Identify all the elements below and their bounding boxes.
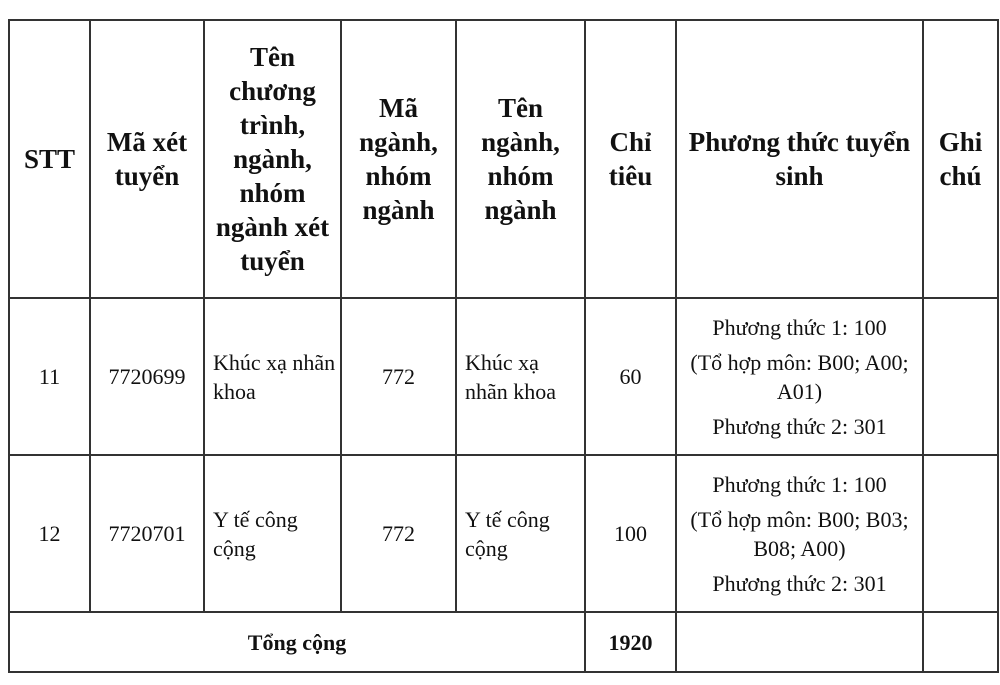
total-value: 1920 (585, 612, 676, 672)
cell-phuong-thuc (676, 455, 923, 612)
table-row (9, 298, 998, 455)
method-line: Phương thức 2: 301 (712, 413, 887, 439)
method-line: (Tổ hợp môn: B00; A00; A01) (690, 349, 909, 404)
header-row (9, 20, 998, 298)
method-line: (Tổ hợp môn: B00; B03; B08; A00) (690, 506, 909, 561)
cell-ten-nganh: Khúc xạ nhãn khoa (456, 298, 585, 455)
total-empty-cell (923, 612, 998, 672)
header-phuong-thuc: Phương thức tuyển sinh (676, 20, 923, 298)
header-stt: STT (9, 20, 90, 298)
cell-ma-nganh: 772 (341, 455, 456, 612)
total-label: Tổng cộng (9, 612, 585, 672)
header-ten-nganh: Tên ngành, nhóm ngành (456, 20, 585, 298)
cell-ma-xet-tuyen: 7720699 (90, 298, 204, 455)
method-line: Phương thức 2: 301 (712, 570, 887, 596)
cell-stt: 11 (9, 298, 90, 455)
header-ma-xet-tuyen: Mã xét tuyển (90, 20, 204, 298)
cell-chi-tieu: 100 (585, 455, 676, 612)
cell-ten-nganh: Y tế công cộng (456, 455, 585, 612)
header-ten-chuong-trinh: Tên chương trình, ngành, nhóm ngành xét tuyển (204, 20, 341, 298)
header-ma-nganh: Mã ngành, nhóm ngành (341, 20, 456, 298)
cell-ma-nganh: 772 (341, 298, 456, 455)
cell-ghi-chu (923, 298, 998, 455)
method-line: Phương thức 1: 100 (712, 471, 887, 497)
header-ghi-chu: Ghi chú (923, 20, 998, 298)
cell-chi-tieu: 60 (585, 298, 676, 455)
cell-phuong-thuc (676, 298, 923, 455)
cell-ghi-chu (923, 455, 998, 612)
table-row (9, 455, 998, 612)
cell-stt: 12 (9, 455, 90, 612)
cell-ma-xet-tuyen: 7720701 (90, 455, 204, 612)
cell-ten-chuong-trinh: Khúc xạ nhãn khoa (204, 298, 341, 455)
cell-ten-chuong-trinh: Y tế công cộng (204, 455, 341, 612)
header-chi-tieu: Chỉ tiêu (585, 20, 676, 298)
total-empty-cell (676, 612, 923, 672)
method-line: Phương thức 1: 100 (712, 314, 887, 340)
total-row (9, 612, 998, 672)
admissions-table (8, 19, 999, 673)
